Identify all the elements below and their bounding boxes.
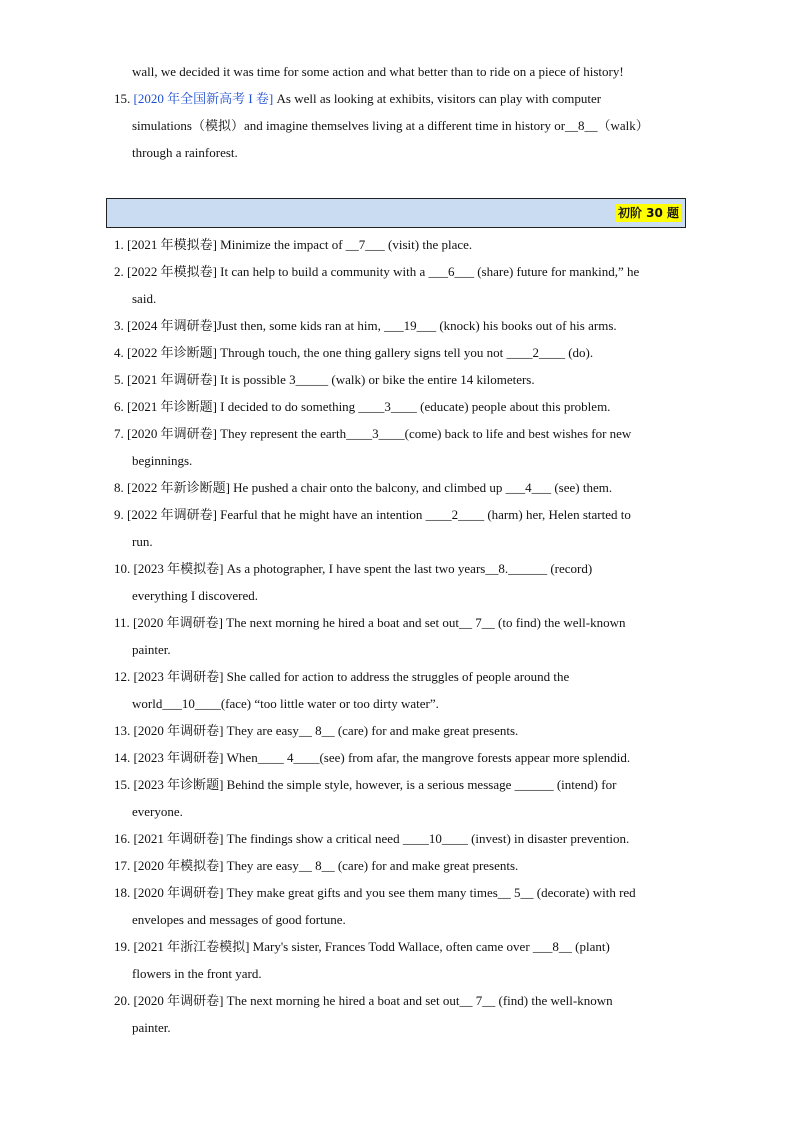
list-item-5-line1: 5. [2021 年调研卷] It is possible 3_____ (walk) or bike the entire 14 kilometers. (114, 372, 535, 387)
list-item-7-line1: 7. [2020 年调研卷] They represent the earth____3____(come) back to life and best wishes for new (114, 426, 632, 441)
list-item-11-line1: 11. [2020 年调研卷] The next morning he hired a boat and set out__ 7__ (to find) the well-known (114, 615, 626, 630)
list-item-2-line1: 2. [2022 年模拟卷] It can help to build a community with a ___6___ (share) future for mankind,” he (114, 264, 640, 279)
list-item-10-line1: 10. [2023 年模拟卷] As a photographer, I have spent the last two years__8.______ (record) (114, 561, 593, 576)
list-item-14-line1: 14. [2023 年调研卷] When____ 4____(see) from afar, the mangrove forests appear more splendid. (114, 750, 631, 765)
list-item-9-line2: run. (132, 534, 153, 549)
list-item-2-line2: said. (132, 291, 157, 306)
list-item-12-line2: world___10____(face) “too little water or too dirty water”. (132, 696, 439, 711)
continuation-line: wall, we decided it was time for some action and what better than to ride on a piece of history! (132, 64, 624, 79)
list-item-17-line1: 17. [2020 年模拟卷] They are easy__ 8__ (care) for and make great presents. (114, 858, 519, 873)
list-item-8-line1: 8. [2022 年新诊断题] He pushed a chair onto the balcony, and climbed up ___4___ (see) them. (114, 480, 613, 495)
section-banner (106, 198, 686, 228)
list-item-20-line1: 20. [2020 年调研卷] The next morning he hired a boat and set out__ 7__ (find) the well-known (114, 993, 613, 1008)
question-number: 15. (114, 91, 131, 106)
list-item-18-line1: 18. [2020 年调研卷] They make great gifts and you see them many times__ 5__ (decorate) with red (114, 885, 636, 900)
list-item-7-line2: beginnings. (132, 453, 193, 468)
list-item-4-line1: 4. [2022 年诊断题] Through touch, the one thing gallery signs tell you not ____2____ (do). (114, 345, 594, 360)
list-item-19-line2: flowers in the front yard. (132, 966, 262, 981)
list-item-18-line2: envelopes and messages of good fortune. (132, 912, 346, 927)
list-item-3-line1: 3. [2024 年调研卷]Just then, some kids ran at him, ___19___ (knock) his books out of his arms. (114, 318, 617, 333)
question-15-line2: simulations（模拟）and imagine themselves living at a different time in history or__8__（walk） (132, 118, 649, 133)
list-item-1-line1: 1. [2021 年模拟卷] Minimize the impact of __7___ (visit) the place. (114, 237, 473, 252)
list-item-15-line2: everyone. (132, 804, 183, 819)
list-item-6-line1: 6. [2021 年诊断题] I decided to do something ____3____ (educate) people about this problem. (114, 399, 611, 414)
list-item-10-line2: everything I discovered. (132, 588, 258, 603)
question-15-line1 (114, 91, 601, 107)
list-item-15-line1: 15. [2023 年诊断题] Behind the simple style, however, is a serious message ______ (intend) for (114, 777, 617, 792)
list-item-11-line2: painter. (132, 642, 171, 657)
section-banner-label: 初阶 30 题 (617, 206, 679, 220)
question-15-line3: through a rainforest. (132, 145, 238, 160)
question-source: [2020 年全国新高考 I 卷] (133, 91, 274, 106)
list-item-13-line1: 13. [2020 年调研卷] They are easy__ 8__ (care) for and make great presents. (114, 723, 519, 738)
list-item-12-line1: 12. [2023 年调研卷] She called for action to address the struggles of people around the (114, 669, 570, 684)
list-item-16-line1: 16. [2021 年调研卷] The findings show a critical need ____10____ (invest) in disaster prevention. (114, 831, 630, 846)
question-text: As well as looking at exhibits, visitors can play with computer (276, 91, 602, 106)
list-item-9-line1: 9. [2022 年调研卷] Fearful that he might have an intention ____2____ (harm) her, Helen started to (114, 507, 631, 522)
list-item-20-line2: painter. (132, 1020, 171, 1035)
list-item-19-line1: 19. [2021 年浙江卷模拟] Mary's sister, Frances Todd Wallace, often came over ___8__ (plant) (114, 939, 610, 954)
